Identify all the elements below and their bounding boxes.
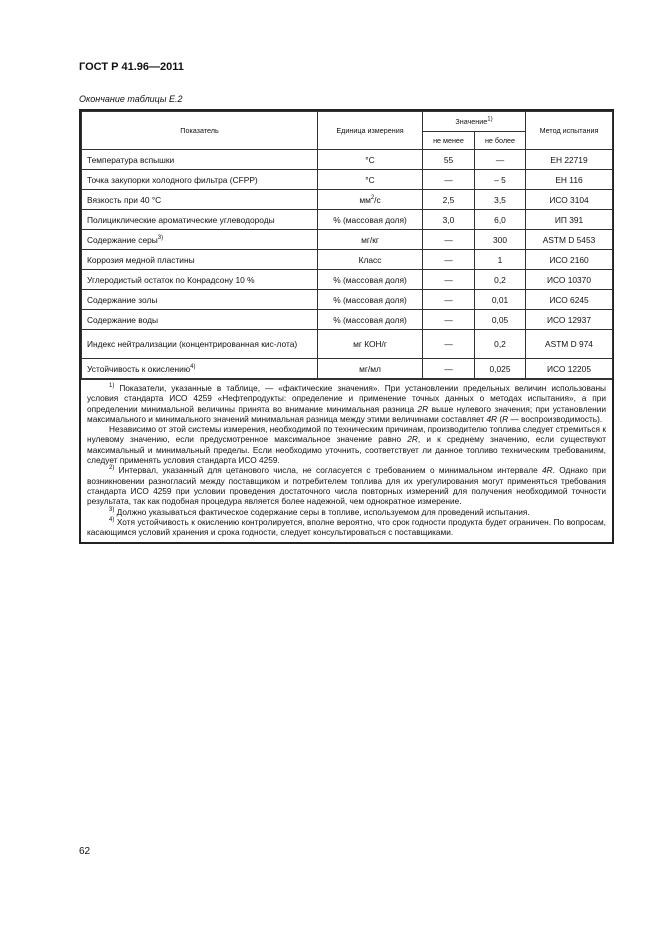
- page-number: 62: [79, 846, 91, 857]
- header-value: [423, 112, 526, 132]
- document-code: ГОСТ Р 41.96—2011: [79, 61, 184, 73]
- cell-min: —: [423, 310, 475, 330]
- note-2: $^{2)}$ Интервал, указанный для цетанового числа, не согласуется с требованием о минимальном интервале 4R. Однако при возникновении разногласий между поставщиком и потребителем топлива для их урегулирования могут применяться требования стандарта ИСО 4259 при условии проведения достаточного числа повторных измерений для получения необходимой точности результата, так как подобная процедура является более надежной, чем однократное измерение.: [87, 465, 606, 507]
- cell-max: 0,025: [475, 359, 526, 379]
- cell-min: —: [423, 170, 475, 190]
- parameter-text: Содержание серы: [87, 234, 158, 245]
- table-frame: [79, 109, 614, 544]
- cell-method: ИП 391: [526, 210, 613, 230]
- cell-max: 3,5: [475, 190, 526, 210]
- table-notes: [81, 379, 612, 542]
- table-row: [82, 230, 613, 250]
- cell-min: —: [423, 290, 475, 310]
- note-mark: 2): [109, 465, 115, 472]
- cell-max: 300: [475, 230, 526, 250]
- cell-method: ИСО 12205: [526, 359, 613, 379]
- table-row: [82, 250, 613, 270]
- note-1: $^{1)}$ Показатели, указанные в таблице, — «фактические значения». При установлении предельных величин использованы условия стандарта ИСО 4259 «Нефтепродукты: определение и применение точных данных о методах испытания», а при определении минимальной величины принята во внимание минимальная разница 2R выше нулевого значения; при установлении максимального и минимального значений минимальная разница между этими величинами составляет 4R (R — воспроизводимость).: [87, 383, 606, 424]
- cell-unit: мг КОН/г: [318, 330, 423, 359]
- header-min: не менее: [423, 132, 475, 150]
- cell-method: ASTM D 974: [526, 330, 613, 359]
- cell-method: ИСО 3104: [526, 190, 613, 210]
- cell-method: ЕН 116: [526, 170, 613, 190]
- cell-unit: % (массовая доля): [318, 210, 423, 230]
- cell-min: —: [423, 250, 475, 270]
- note-4: $^{4)}$ Хотя устойчивость к окислению контролируется, вполне вероятно, что срок годности продукта будет ограничен. По вопросам, касающимся условий хранения и срока годности, следует консультироваться с поставщиками.: [87, 516, 606, 538]
- note-mark: 3): [109, 506, 115, 513]
- cell-max: 0,05: [475, 310, 526, 330]
- footnote-ref: 3): [157, 234, 164, 241]
- note-3: $^{3)}$ Должно указываться фактическое содержание серы в топливе, используемом для проведений испытания.: [109, 506, 530, 517]
- cell-parameter: Углеродистый остаток по Конрадсону 10 %: [82, 270, 318, 290]
- cell-max: 6,0: [475, 210, 526, 230]
- parameter-text: Устойчивость к окислению: [87, 363, 191, 374]
- table-row: [82, 210, 613, 230]
- cell-max: 0,2: [475, 270, 526, 290]
- cell-method: ИСО 2160: [526, 250, 613, 270]
- cell-parameter: Коррозия медной пластины: [82, 250, 318, 270]
- cell-min: —: [423, 230, 475, 250]
- header-unit: Единица измерения: [318, 112, 423, 150]
- cell-min: 55: [423, 150, 475, 170]
- cell-method: ЕН 22719: [526, 150, 613, 170]
- unit-tail: /с: [374, 194, 381, 205]
- footnote-ref: 4): [190, 363, 196, 370]
- cell-min: —: [423, 330, 475, 359]
- cell-parameter: [82, 230, 318, 250]
- cell-parameter: [82, 359, 318, 379]
- cell-unit: мг/мл: [318, 359, 423, 379]
- cell-unit: °C: [318, 150, 423, 170]
- cell-method: ИСО 6245: [526, 290, 613, 310]
- cell-max: —: [475, 150, 526, 170]
- cell-max: – 5: [475, 170, 526, 190]
- cell-max: 1: [475, 250, 526, 270]
- cell-min: 3,0: [423, 210, 475, 230]
- header-value-note: 1): [487, 116, 493, 123]
- header-max: не более: [475, 132, 526, 150]
- cell-unit: Класс: [318, 250, 423, 270]
- unit-exponent: 2: [370, 194, 375, 201]
- cell-method: ИСО 10370: [526, 270, 613, 290]
- table-row: [82, 170, 613, 190]
- cell-unit: % (массовая доля): [318, 290, 423, 310]
- cell-max: 0,2: [475, 330, 526, 359]
- cell-parameter: Вязкость при 40 °C: [82, 190, 318, 210]
- cell-parameter: Содержание воды: [82, 310, 318, 330]
- cell-parameter: Индекс нейтрализации (концентрированная кис-лота): [82, 330, 318, 359]
- cell-unit: % (массовая доля): [318, 270, 423, 290]
- cell-parameter: Полициклические ароматические углеводороды: [82, 210, 318, 230]
- cell-method: ASTM D 5453: [526, 230, 613, 250]
- cell-min: —: [423, 359, 475, 379]
- table-row: [82, 310, 613, 330]
- cell-unit: % (массовая доля): [318, 310, 423, 330]
- note-1-paragraph-2: Независимо от этой системы измерения, необходимой по техническим причинам, производителю топлива следует стремиться к нулевому значению, если предусмотренное максимальное значение равно 2R, и к среднему значению, если существуют максимальный и минимальный пределы. Если необходимо уточнить, соответствует ли данное топливо техническим требованиям, следует применять условия стандарта ИСО 4259.: [87, 424, 606, 466]
- cell-unit: °C: [318, 170, 423, 190]
- table-row: [82, 150, 613, 170]
- table-row: [82, 359, 613, 379]
- cell-max: 0,01: [475, 290, 526, 310]
- unit-base: мм: [359, 194, 371, 205]
- note-mark: 4): [109, 517, 115, 524]
- table-row: [82, 190, 613, 210]
- note-mark: 1): [109, 383, 115, 390]
- header-method: Метод испытания: [526, 112, 613, 150]
- table-row: [82, 290, 613, 310]
- table-row: [82, 270, 613, 290]
- table-row: [82, 330, 613, 359]
- cell-method: ИСО 12937: [526, 310, 613, 330]
- table-caption: Окончание таблицы Е.2: [79, 94, 183, 104]
- cell-unit: [318, 190, 423, 210]
- cell-min: 2,5: [423, 190, 475, 210]
- cell-parameter: Содержание золы: [82, 290, 318, 310]
- header-value-label: Значение: [455, 116, 488, 126]
- cell-parameter: Температура вспышки: [82, 150, 318, 170]
- cell-unit: мг/кг: [318, 230, 423, 250]
- header-parameter: Показатель: [82, 112, 318, 150]
- cell-min: —: [423, 270, 475, 290]
- spec-table: [81, 111, 613, 379]
- cell-parameter: Точка закупорки холодного фильтра (CFPP): [82, 170, 318, 190]
- header-row: [82, 112, 613, 132]
